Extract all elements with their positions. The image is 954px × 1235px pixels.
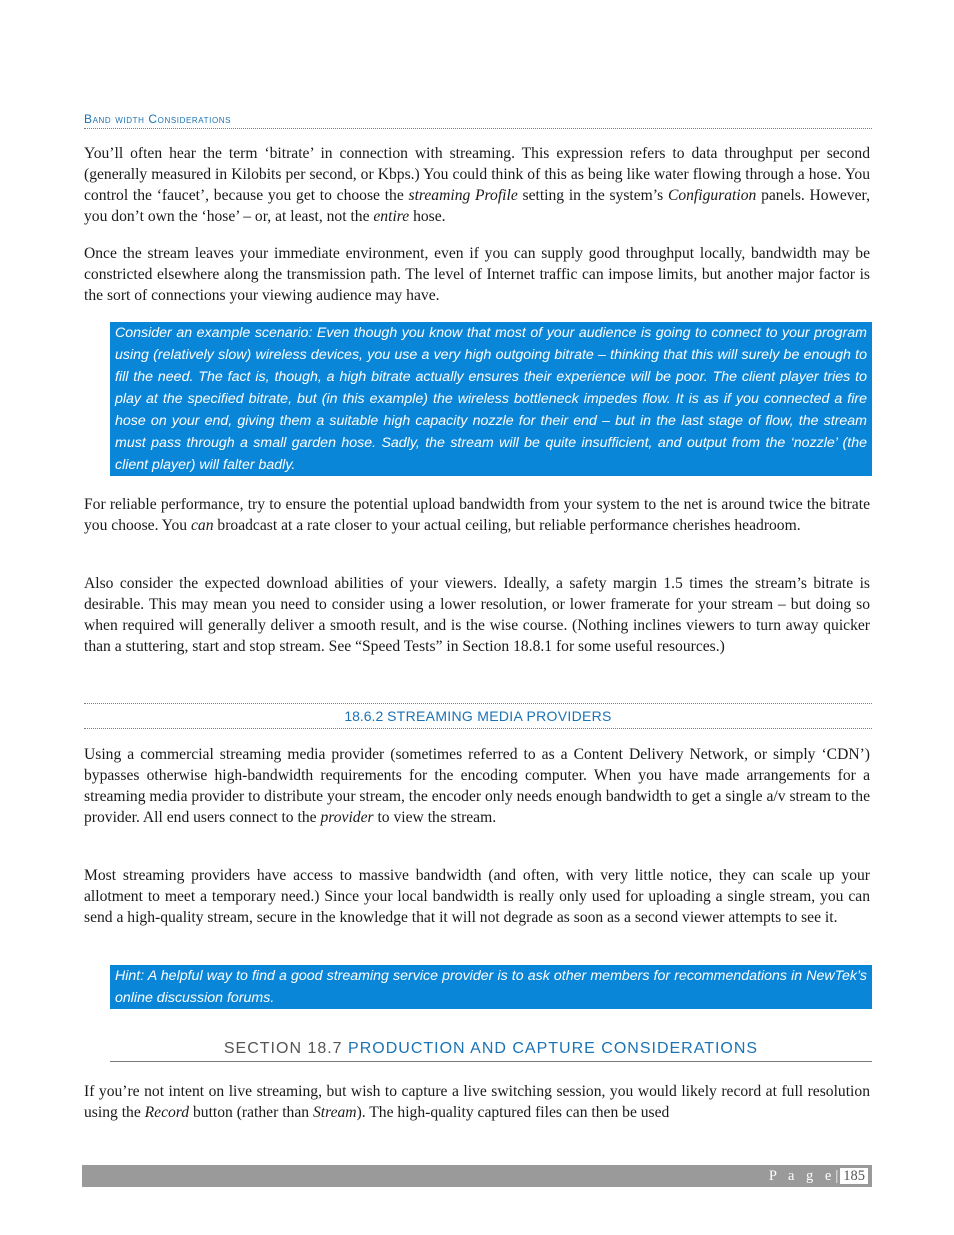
text-run: If you’re not intent on live streaming, but wish to capture a live switching session, you would likely record at full resolution using the xyxy=(84,1083,870,1121)
paragraph-cdn xyxy=(84,744,870,828)
text-italic: entire xyxy=(373,208,410,225)
callout-hint: Hint: A helpful way to find a good streaming service provider is to ask other members for recommendations in NewTek’s online discussion forums. xyxy=(110,965,872,1009)
text-run: to view the stream. xyxy=(373,809,497,826)
page-label: P a g e xyxy=(768,1168,836,1184)
text-italic: Configuration xyxy=(667,187,757,204)
section-title: PRODUCTION AND CAPTURE CONSIDERATIONS xyxy=(348,1040,759,1057)
text-run: ). The high-quality captured files can then be used xyxy=(356,1104,670,1121)
callout-example-scenario: Consider an example scenario: Even though you know that most of your audience is going to connect to your program using (relatively slow) wireless devices, you use a very high outgoing bitrate – thinking that this will surely be enough to fill the need. The fact is, though, a high bitrate actually ensures their experience will be poor. The client player tries to play at the specified bitrate, but (in this example) the wireless bottleneck impedes flow. It is as if you connected a fire hose on your end, giving them a suitable high capacity nozzle for their end – but in the last stage of flow, the stream must pass through a small garden hose. Sadly, the stream will be quite insufficient, and output from the ‘nozzle’ (the client player) will falter badly. xyxy=(110,322,872,476)
section-heading xyxy=(110,1040,872,1062)
text-italic: streaming Profile xyxy=(408,187,518,204)
text-run: hose. xyxy=(409,208,446,225)
subsection-title: STREAMING MEDIA PROVIDERS xyxy=(387,708,612,724)
paragraph-upload-bandwidth xyxy=(84,494,870,536)
subsection-number: 18.6.2 xyxy=(344,708,384,724)
text-run: button (rather than xyxy=(189,1104,313,1121)
text-italic: Stream xyxy=(312,1104,357,1121)
text-run: Using a commercial streaming media provider (sometimes referred to as a Content Delivery Network, or simply ‘CDN’) bypasses otherwise high-bandwidth requirements for the encoding computer. When you have made arrangements for a streaming media provider to distribute your stream, the encoder only needs enough bandwidth to get a single a/v stream to the provider. All end users connect to the xyxy=(84,746,870,826)
paragraph-bitrate xyxy=(84,143,870,227)
text-run: broadcast at a rate closer to your actual ceiling, but reliable performance cherishes headroom. xyxy=(213,517,801,534)
page-number-box: P a g e| 185 xyxy=(763,1165,872,1187)
text-run: panels. However, you don’t own the ‘hose’ – or, at least, not the xyxy=(84,187,870,225)
text-run: setting in the system’s xyxy=(517,187,668,204)
text-run: For reliable performance, try to ensure the potential upload bandwidth from your system to the net is around twice the bitrate you choose. You xyxy=(84,496,870,534)
text-run: You’ll often hear the term ‘bitrate’ in connection with streaming. This expression refers to data throughput per second (generally measured in Kilobits per second, or Kbps.) You could think of this as being like water flowing through a hose. You control the ‘faucet’, because you get to choose the xyxy=(84,145,870,204)
text-italic: Record xyxy=(144,1104,190,1121)
page-number: 185 xyxy=(840,1168,868,1184)
paragraph-transmission-path: Once the stream leaves your immediate environment, even if you can supply good throughput locally, bandwidth may be constricted elsewhere along the transmission path. The level of Internet traffic can impose limits, but another major factor is the sort of connections your viewing audience may have. xyxy=(84,245,870,304)
text-italic: can xyxy=(191,517,214,534)
text-italic: provider xyxy=(320,809,374,826)
paragraph-massive-bandwidth: Most streaming providers have access to massive bandwidth (and often, with very little notice, they can scale up your allotment to meet a temporary need.) Since your local bandwidth is really only used for uploading a single stream, you can send a high-quality stream, secure in the knowledge that it will not degrade as soon as a second viewer attempts to see it. xyxy=(84,867,870,926)
page-footer xyxy=(82,1165,872,1187)
section-heading-bandwidth: Band width Considerations xyxy=(84,112,872,129)
subsection-heading xyxy=(84,703,872,729)
paragraph-capture xyxy=(84,1081,870,1123)
section-prefix: SECTION 18.7 xyxy=(223,1040,343,1057)
paragraph-download-abilities: Also consider the expected download abilities of your viewers. Ideally, a safety margin 1.5 times the stream’s bitrate is desirable. This may mean you need to consider using a lower resolution, or lower framerate for your stream – but doing so when required will generally deliver a smooth result, and is the wise course. (Nothing inclines viewers to turn away quicker than a stuttering, start and stop stream. See “Speed Tests” in Section 18.8.1 for some useful resources.) xyxy=(84,575,870,655)
